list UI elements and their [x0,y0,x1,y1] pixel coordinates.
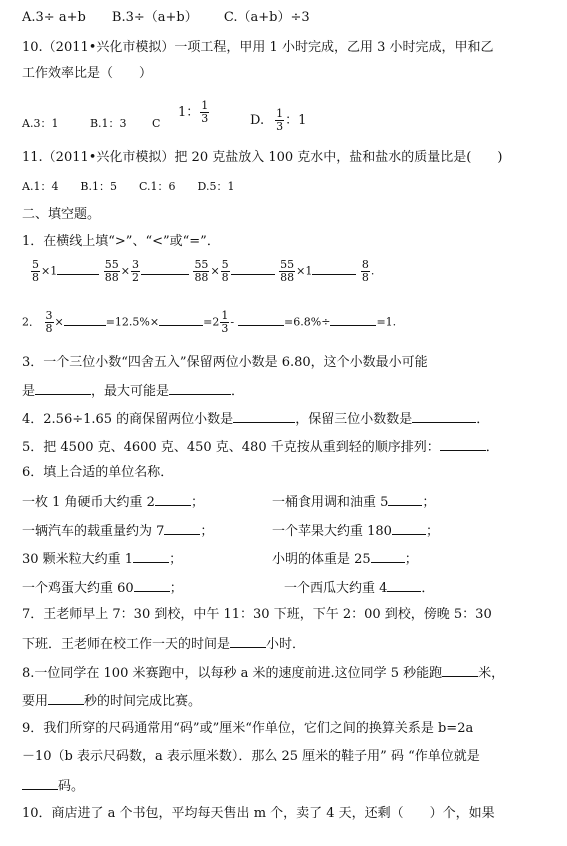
f6-row-2-right-sep: ； [425,524,439,539]
f6-row-1-left-text: 一枚 1 角硬币大约重 2 [22,495,155,510]
f9-text-b: 码。 [58,779,85,794]
f6-row-2-left-sep: ； [200,524,214,539]
f3-text-b: ，最大可能是 [91,384,170,399]
f1-e1-op: ×1 [41,264,58,278]
f1-e4-num: 55 [280,258,295,271]
f6-row-1-left-sep: ； [190,495,204,510]
f2-blank-4[interactable] [330,313,376,326]
f6-row-1-right [272,493,435,511]
q10-options [22,116,160,132]
f8-blank-1[interactable] [442,664,478,677]
f5-blank[interactable] [440,438,486,451]
f2-mixed-den: 3 [221,322,229,335]
f6-row-4-left-text: 一个鸡蛋大约重 60 [22,581,134,596]
f6-row-3-right [272,550,418,568]
q10-option-c-denominator: 3 [201,112,209,125]
f1-e2-op: × [120,264,130,278]
f6-row-4-right-sep: ． [421,581,435,596]
f6-row-1-right-sep: ； [422,495,436,510]
f1-end: . [370,264,375,278]
f2-mixed-num: 1 [221,309,229,322]
f4-line [22,410,489,428]
f2-t2: =12.5%× [105,315,160,329]
q10-option-d-label: D. [250,113,265,128]
f4-blank-1[interactable] [233,410,295,423]
f6-row-3-right-text: 小明的体重是 25 [272,552,371,567]
f6-row-3-left-sep: ； [169,552,183,567]
f1-e5-den: 8 [361,271,369,284]
f1-e5-fraction [361,259,370,284]
f2-t5: =6.8%÷ [284,315,331,329]
f2-num: 3 [45,309,53,322]
f6-row-1-left [22,493,204,511]
f6-row-4-left [22,579,183,597]
f9-blank[interactable] [22,777,58,790]
f5-line [22,438,499,456]
f6-row-3-left-text: 30 颗米粒大约重 1 [22,552,134,567]
f6-row-3-left [22,550,182,568]
f2-t4: - [230,315,235,329]
f2-blank-1[interactable] [64,313,106,326]
q10-option-a: A.3：1 [22,117,59,130]
f1-e3b-num: 5 [221,258,229,271]
f6-blank-7[interactable] [134,579,170,592]
f6-row-2-right [272,522,439,540]
f8-text-b: 米， [478,666,505,681]
f8-text-d: 秒的时间完成比赛。 [84,694,202,709]
f6-blank-3[interactable] [164,522,200,535]
f3-text-c: ． [231,384,245,399]
f5-text-b: ． [485,440,499,455]
f6-row-4-right-text: 一个西瓜大约重 4 [284,581,388,596]
f1-e1-num: 5 [32,258,39,271]
f1-e3-op: × [210,264,220,278]
q11-stem: 11.（2011•兴化市模拟）把 20 克盐放入 100 克水中，盐和盐水的质量比是( ) [22,150,503,165]
f1-e2b-fraction [131,259,140,284]
f8-line1 [22,664,504,682]
f5-text-a: 5．把 4500 克、4600 克、450 克、480 千克按从重到轻的顺序排列： [22,440,440,455]
f3-blank-max[interactable] [169,382,231,395]
f1-e2-num: 55 [104,258,119,271]
f1-e3b-fraction [221,259,230,284]
f1-blank-2[interactable] [141,262,189,275]
f2-t6: =1. [376,315,397,329]
f2-den: 8 [45,322,53,335]
q9-option-a: A.3÷ a+b [22,10,86,25]
f1-e2-den: 88 [104,271,119,284]
f9-line3 [22,777,84,795]
q10-option-c-prefix: 1： [178,105,200,120]
f7-line1: 7．王老师早上 7：30 到校，中午 11：30 下班，下午 2：00 到校，傍晚 5：30 [22,607,492,622]
f2-t1: × [54,315,64,329]
f8-text-c: 要用 [22,694,49,709]
f10-line1: 10．商店进了 a 个书包，平均每天售出 m 个，卖了 4 天，还剩（ ）个，如果 [22,806,495,821]
f6-blank-4[interactable] [392,522,426,535]
q10-stem-line1: 10.（2011•兴化市模拟）一项工程，甲用 1 小时完成，乙用 3 小时完成，甲和乙 [22,40,494,55]
f2-blank-3[interactable] [238,313,284,326]
q10-option-d-denominator: 3 [276,120,284,133]
f1-instruction: 1．在横线上填“>”、“<”或“=”． [22,234,220,249]
section-title: 二、填空题。 [22,207,101,222]
f6-row-3-right-sep: ； [404,552,418,567]
f6-row-2-right-text: 一个苹果大约重 180 [272,524,392,539]
f6-row-2-left-text: 一辆汽车的载重量约为 7 [22,524,165,539]
f1-e1-fraction [31,259,40,284]
f7-text-b: 小时． [266,637,306,652]
f4-text-a: 4．2.56÷1.65 的商保留两位小数是 [22,412,234,427]
q10-option-d [250,108,306,133]
f6-title: 6．填上合适的单位名称． [22,465,174,480]
q10-option-d-fraction [275,108,284,133]
f3-blank-min[interactable] [35,382,91,395]
f1-blank-4[interactable] [312,262,356,275]
f1-blank-3[interactable] [231,262,275,275]
q11-options: A.1：4 B.1：5 C.1：6 D.5：1 [22,180,235,193]
q9-option-c: C.（a+b）÷3 [223,10,310,25]
f7-blank[interactable] [230,635,266,648]
f1-e3b-den: 8 [221,271,229,284]
f1-e3-fraction [193,259,209,284]
q10-option-d-suffix: ：1 [285,113,307,128]
f4-text-c: ． [476,412,490,427]
q10-option-d-numerator: 1 [276,107,284,120]
f6-blank-6[interactable] [371,550,405,563]
f1-e3-den: 88 [194,271,209,284]
f4-text-b: ，保留三位小数数是 [295,412,413,427]
f2-fraction [45,310,54,335]
f6-blank-8[interactable] [387,579,421,592]
f9-line1: 9．我们所穿的尺码通常用“码”或”厘米“作单位，它们之间的换算关系是 b=2a [22,721,474,736]
f1-e2b-num: 3 [131,258,139,271]
f1-e2-fraction [104,259,120,284]
f8-blank-2[interactable] [48,692,84,705]
f1-e4-fraction [279,259,295,284]
f9-line2: －10（b 表示尺码数，a 表示厘米数）．那么 25 厘米的鞋子用” 码 “作单位就是 [22,749,480,764]
f7-line2 [22,635,305,653]
f1-expressions [30,259,374,284]
f1-e2b-den: 2 [131,271,139,284]
f6-blank-2[interactable] [388,493,422,506]
q9-options [22,10,310,26]
q10-stem-line2: 工作效率比是（ ） [22,66,153,81]
f2-mixed-fraction [220,310,229,335]
f6-blank-5[interactable] [133,550,169,563]
f1-e4-den: 88 [280,271,295,284]
f4-blank-2[interactable] [412,410,476,423]
q10-option-c-ratio [178,100,210,125]
f2-expression [22,310,396,335]
q10-option-c-numerator: 1 [201,99,209,112]
q9-option-b: B.3÷（a+b） [111,10,198,25]
f3-line2 [22,382,244,400]
f1-blank-1[interactable] [57,262,99,275]
f1-e3-num: 55 [194,258,209,271]
f8-line2 [22,692,201,710]
q10-option-c-label: C [152,117,161,130]
f3-line1: 3．一个三位小数“四舍五入”保留两位小数是 6.80，这个小数最小可能 [22,355,428,370]
f6-blank-1[interactable] [155,493,191,506]
f3-text-a: 是 [22,384,36,399]
f8-text-a: 8.一位同学在 100 米赛跑中，以每秒 a 米的速度前进.这位同学 5 秒能跑 [22,666,443,681]
f6-row-4-right [284,579,434,597]
f7-text-a: 下班．王老师在校工作一天的时间是 [22,637,231,652]
f2-label: 2． [22,315,40,329]
f6-row-2-left [22,522,213,540]
f1-e1-den: 8 [32,271,39,284]
f1-e4-op: ×1 [296,264,313,278]
q10-option-c-fraction [200,100,209,125]
f1-e5-num: 8 [361,258,369,271]
f6-row-4-left-sep: ； [169,581,183,596]
q10-option-b: B.1：3 [89,117,127,130]
f6-row-1-right-text: 一桶食用调和油重 5 [272,495,389,510]
f2-blank-2[interactable] [159,313,203,326]
f2-t3: =2 [203,315,220,329]
